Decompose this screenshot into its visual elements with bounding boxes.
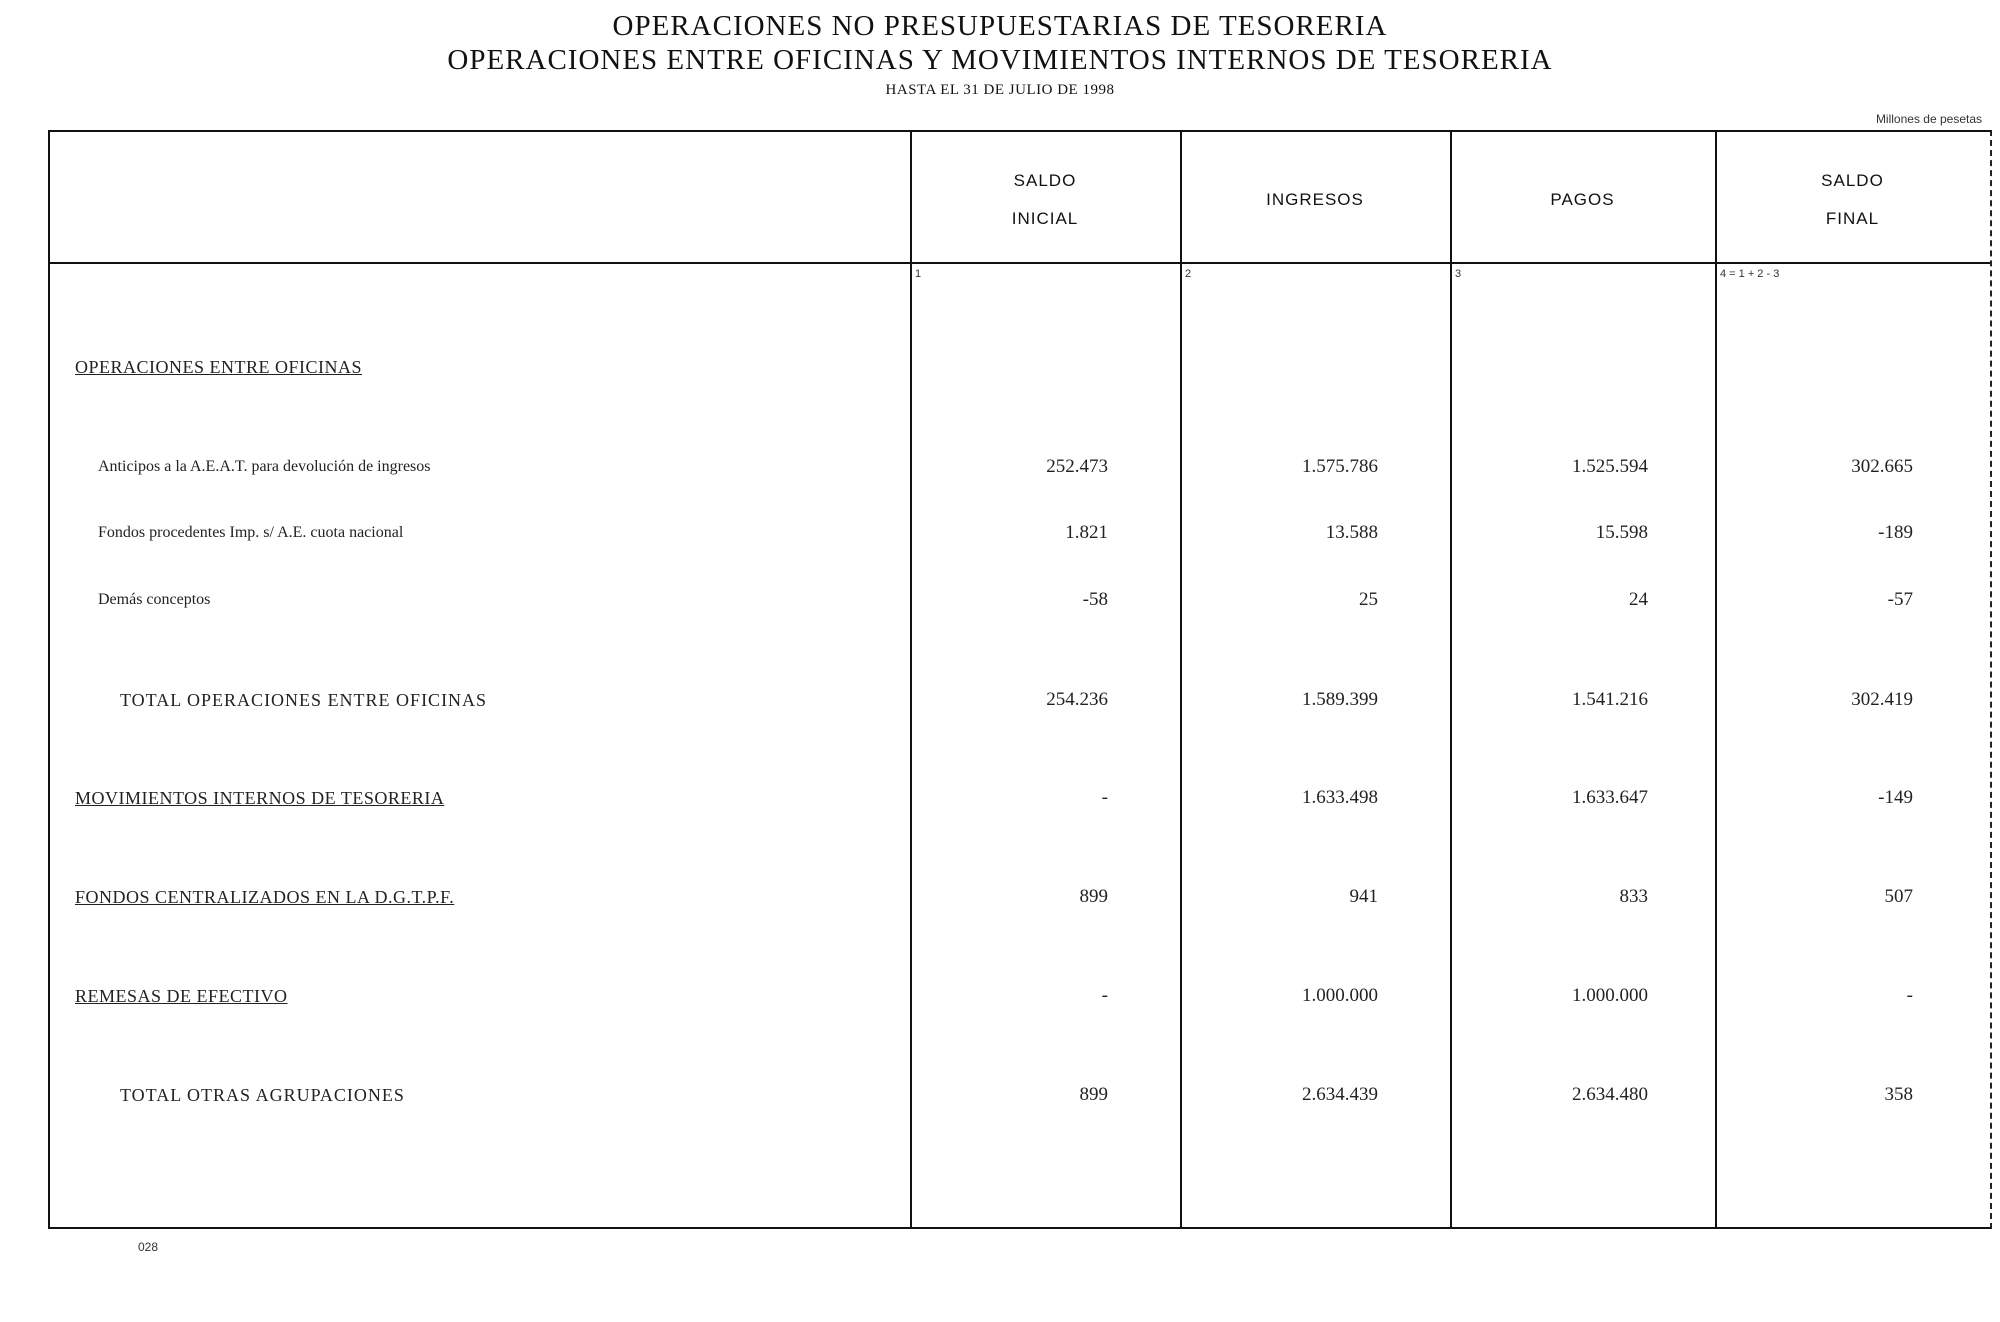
cell-ingresos: 1.000.000 [1302, 985, 1378, 1006]
units-note: Millones de pesetas [1875, 112, 1982, 126]
report-subtitle: OPERACIONES ENTRE OFICINAS Y MOVIMIENTOS INTERNOS DE TESORERIA [447, 44, 1553, 76]
row-label: TOTAL OTRAS AGRUPACIONES [120, 1085, 405, 1105]
report-title: OPERACIONES NO PRESUPUESTARIAS DE TESORERIA [612, 10, 1388, 42]
column-divider [1715, 130, 1717, 1227]
cell-ingresos: 2.634.439 [1302, 1084, 1378, 1105]
section-row [0, 882, 2000, 912]
cell-saldo-inicial: 252.473 [1046, 456, 1108, 477]
table-row [0, 452, 2000, 482]
table-frame [48, 130, 1992, 1229]
column-header-ingresos [1182, 165, 1448, 235]
column-header-line: INGRESOS [1266, 190, 1364, 209]
cell-ingresos: 1.633.498 [1302, 787, 1378, 808]
section-row [0, 783, 2000, 813]
cell-saldo-inicial: 899 [1079, 1084, 1108, 1105]
column-header-line: INICIAL [1011, 209, 1079, 228]
row-label: FONDOS CENTRALIZADOS EN LA D.G.T.P.F. [75, 887, 455, 907]
cell-ingresos: 1.575.786 [1302, 456, 1378, 477]
cell-ingresos: 25 [1359, 589, 1378, 610]
cell-pagos: 24 [1629, 589, 1648, 610]
row-label: MOVIMIENTOS INTERNOS DE TESORERIA [75, 788, 445, 808]
column-divider [1450, 130, 1452, 1227]
column-header-saldo-final [1717, 165, 1988, 235]
cell-saldo-final: 358 [1884, 1084, 1913, 1105]
row-label: REMESAS DE EFECTIVO [75, 986, 288, 1006]
cell-saldo-inicial: -58 [1082, 589, 1108, 610]
column-header-line: SALDO [1821, 171, 1884, 190]
column-header-line: PAGOS [1550, 190, 1615, 209]
cell-saldo-final: -149 [1878, 787, 1913, 808]
column-number: 2 [1185, 268, 1192, 280]
table-row [0, 518, 2000, 548]
cell-saldo-final: 302.665 [1851, 456, 1913, 477]
row-label: OPERACIONES ENTRE OFICINAS [75, 357, 363, 377]
cell-pagos: 1.633.647 [1572, 787, 1648, 808]
section-row [0, 981, 2000, 1011]
cell-ingresos: 1.589.399 [1302, 689, 1378, 710]
cell-saldo-final: -57 [1887, 589, 1913, 610]
row-label: Anticipos a la A.E.A.T. para devolución de ingresos [98, 458, 431, 475]
cell-pagos: 15.598 [1595, 522, 1648, 543]
column-header-saldo-inicial [912, 165, 1178, 235]
cell-pagos: 1.000.000 [1572, 985, 1648, 1006]
table-row [0, 585, 2000, 615]
column-number: 4 = 1 + 2 - 3 [1720, 268, 1780, 280]
cell-saldo-final: 507 [1884, 886, 1913, 907]
total-row [0, 1080, 2000, 1110]
header-divider [48, 262, 1990, 264]
column-number: 1 [915, 268, 922, 280]
cell-pagos: 2.634.480 [1572, 1084, 1648, 1105]
cell-pagos: 1.541.216 [1572, 689, 1648, 710]
column-header-line: SALDO [1013, 171, 1077, 190]
row-label: Fondos procedentes Imp. s/ A.E. cuota nacional [98, 524, 404, 541]
column-header-pagos [1452, 165, 1713, 235]
column-header-line: FINAL [1825, 209, 1880, 228]
row-label: Demás conceptos [98, 591, 211, 608]
column-number: 3 [1455, 268, 1462, 280]
cell-ingresos: 13.588 [1325, 522, 1378, 543]
cell-saldo-inicial: - [1101, 787, 1108, 808]
page-code: 028 [138, 1240, 159, 1254]
cell-pagos: 1.525.594 [1572, 456, 1648, 477]
section-heading-row [0, 352, 2000, 382]
cell-ingresos: 941 [1349, 886, 1378, 907]
cell-saldo-final: -189 [1878, 522, 1913, 543]
cell-saldo-inicial: - [1101, 985, 1108, 1006]
cell-saldo-final: - [1906, 985, 1913, 1006]
cell-saldo-inicial: 254.236 [1046, 689, 1108, 710]
row-label: TOTAL OPERACIONES ENTRE OFICINAS [120, 690, 488, 710]
total-row [0, 685, 2000, 715]
cell-saldo-final: 302.419 [1851, 689, 1913, 710]
column-divider [1180, 130, 1182, 1227]
cell-saldo-inicial: 1.821 [1065, 522, 1108, 543]
column-divider [910, 130, 912, 1227]
report-date-range: HASTA EL 31 DE JULIO DE 1998 [885, 82, 1115, 98]
cell-pagos: 833 [1619, 886, 1648, 907]
cell-saldo-inicial: 899 [1079, 886, 1108, 907]
